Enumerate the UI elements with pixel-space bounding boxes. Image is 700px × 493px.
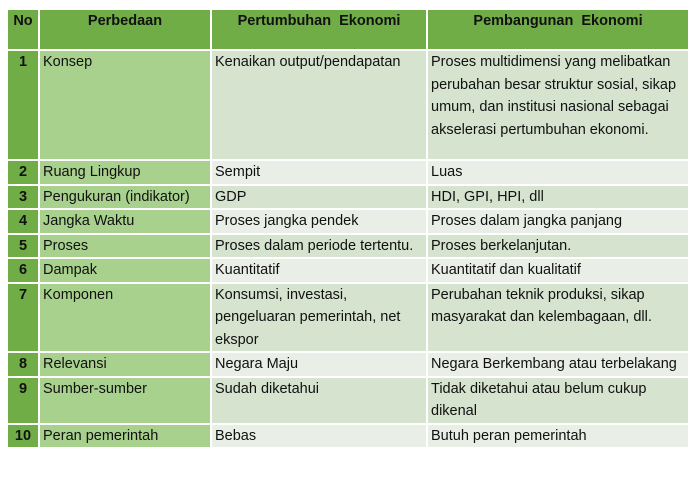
- pembangunan-cell: HDI, GPI, HPI, dll: [428, 186, 688, 211]
- table-row: [8, 161, 688, 186]
- pembangunan-cell: Negara Berkembang atau terbelakang: [428, 353, 688, 378]
- perbedaan-cell: Konsep: [40, 51, 212, 161]
- pertumbuhan-cell: GDP: [212, 186, 428, 211]
- perbedaan-cell: Jangka Waktu: [40, 210, 212, 235]
- table-row: [8, 186, 688, 211]
- pertumbuhan-cell: Sudah diketahui: [212, 378, 428, 425]
- header-no: No: [8, 10, 40, 51]
- header-pertumbuhan-ekonomi: Pertumbuhan Ekonomi: [212, 10, 428, 51]
- row-number: 5: [8, 235, 40, 260]
- perbedaan-cell: Sumber-sumber: [40, 378, 212, 425]
- pembangunan-cell: Proses dalam jangka panjang: [428, 210, 688, 235]
- pertumbuhan-cell: Kuantitatif: [212, 259, 428, 284]
- row-number: 10: [8, 425, 40, 450]
- pembangunan-cell: Proses multidimensi yang melibatkan perubahan besar struktur sosial, sikap umum, dan institusi nasional sebagai akselerasi pertumbuhan ekonomi.: [428, 51, 688, 161]
- table-row: [8, 235, 688, 260]
- pembangunan-cell: Butuh peran pemerintah: [428, 425, 688, 450]
- pembangunan-cell: Perubahan teknik produksi, sikap masyarakat dan kelembagaan, dll.: [428, 284, 688, 354]
- table-row: [8, 284, 688, 354]
- pembangunan-cell: Tidak diketahui atau belum cukup dikenal: [428, 378, 688, 425]
- pembangunan-cell: Luas: [428, 161, 688, 186]
- pertumbuhan-cell: Proses jangka pendek: [212, 210, 428, 235]
- pertumbuhan-cell: Sempit: [212, 161, 428, 186]
- pertumbuhan-cell: Negara Maju: [212, 353, 428, 378]
- table-row: [8, 259, 688, 284]
- row-number: 1: [8, 51, 40, 161]
- header-row: [8, 10, 688, 51]
- row-number: 8: [8, 353, 40, 378]
- row-number: 7: [8, 284, 40, 354]
- header-pembangunan-ekonomi: Pembangunan Ekonomi: [428, 10, 688, 51]
- comparison-table: [8, 10, 688, 449]
- row-number: 4: [8, 210, 40, 235]
- row-number: 3: [8, 186, 40, 211]
- table-row: [8, 425, 688, 450]
- table-row: [8, 353, 688, 378]
- perbedaan-cell: Peran pemerintah: [40, 425, 212, 450]
- perbedaan-cell: Ruang Lingkup: [40, 161, 212, 186]
- row-number: 9: [8, 378, 40, 425]
- row-number: 2: [8, 161, 40, 186]
- table-row: [8, 51, 688, 161]
- perbedaan-cell: Dampak: [40, 259, 212, 284]
- row-number: 6: [8, 259, 40, 284]
- perbedaan-cell: Relevansi: [40, 353, 212, 378]
- perbedaan-cell: Komponen: [40, 284, 212, 354]
- pertumbuhan-cell: Konsumsi, investasi, pengeluaran pemerintah, net ekspor: [212, 284, 428, 354]
- perbedaan-cell: Pengukuran (indikator): [40, 186, 212, 211]
- header-perbedaan: Perbedaan: [40, 10, 212, 51]
- pertumbuhan-cell: Bebas: [212, 425, 428, 450]
- pembangunan-cell: Kuantitatif dan kualitatif: [428, 259, 688, 284]
- pertumbuhan-cell: Kenaikan output/pendapatan: [212, 51, 428, 161]
- pembangunan-cell: Proses berkelanjutan.: [428, 235, 688, 260]
- table-row: [8, 378, 688, 425]
- perbedaan-cell: Proses: [40, 235, 212, 260]
- table-row: [8, 210, 688, 235]
- pertumbuhan-cell: Proses dalam periode tertentu.: [212, 235, 428, 260]
